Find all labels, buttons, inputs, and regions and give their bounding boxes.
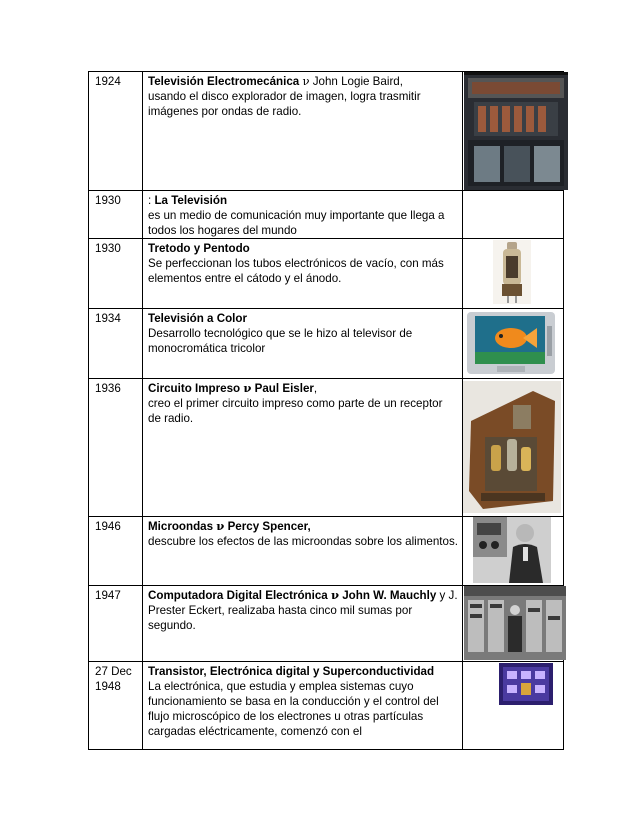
image-cell: [463, 586, 564, 662]
entry-after: y J. Prester Eckert, realizaba hasta cinco mil sumas por segundo.: [148, 589, 458, 632]
image-cell: [463, 72, 564, 191]
image-cell: [463, 379, 564, 517]
entry-title: Televisión a Color: [148, 312, 247, 325]
connector-symbol: ν: [243, 381, 252, 395]
vacuum-tube-photo: [493, 240, 531, 304]
entry-body: Se perfeccionan los tubos electrónicos de vacío, con más elementos entre el cátodo y el ánodo.: [148, 257, 444, 285]
description-cell: [143, 239, 463, 309]
entry-title: Transistor, Electrónica digital y Superconductividad: [148, 665, 435, 678]
entry-title: Computadora Digital Electrónica: [148, 589, 328, 602]
description-cell: [143, 517, 463, 586]
image-cell: [463, 191, 564, 239]
table-row: [89, 239, 564, 309]
entry-body: es un medio de comunicación muy importante que llega a todos los hogares del mundo: [148, 209, 445, 237]
percy-spencer-photo: [473, 517, 551, 583]
entry-author: John W. Mauchly: [339, 589, 437, 602]
table-row: [89, 379, 564, 517]
color-tv-goldfish-photo: [467, 312, 555, 374]
printed-circuit-radio-photo: [463, 381, 561, 513]
image-cell: [463, 517, 564, 586]
timeline-table: [88, 71, 564, 750]
description-cell: [143, 191, 463, 239]
table-row: [89, 586, 564, 662]
entry-title: La Televisión: [154, 194, 228, 207]
description-cell: [143, 379, 463, 517]
image-cell: [463, 662, 564, 750]
year-cell: 1946: [89, 517, 143, 586]
entry-title: Televisión Electromecánica: [148, 75, 300, 88]
entry-author: Paul Eisler: [251, 382, 314, 395]
entry-title: Circuito Impreso: [148, 382, 241, 395]
image-cell: [463, 239, 564, 309]
entry-body: descubre los efectos de las microondas sobre los alimentos.: [148, 535, 458, 548]
description-cell: [143, 309, 463, 379]
description-cell: [143, 72, 463, 191]
table-row: [89, 662, 564, 750]
connector-symbol: ν: [302, 74, 310, 88]
table-row: [89, 191, 564, 239]
connector-symbol: ν: [330, 588, 340, 602]
eniac-computer-photo: [464, 586, 566, 660]
year-cell: 1930: [89, 239, 143, 309]
entry-after: ,: [313, 382, 318, 395]
entry-lead: :: [148, 194, 155, 207]
year-cell: 1924: [89, 72, 143, 191]
table-row: [89, 72, 564, 191]
entry-body: Desarrollo tecnológico que se le hizo al televisor de monocromática tricolor: [148, 327, 413, 355]
description-cell: [143, 662, 463, 750]
entry-author: John Logie Baird,: [309, 75, 403, 88]
entry-title: Microondas: [148, 520, 214, 533]
entry-body: creo el primer circuito impreso como parte de un receptor de radio.: [148, 397, 443, 425]
image-cell: [463, 309, 564, 379]
entry-author: Percy Spencer,: [224, 520, 311, 533]
year-cell: 27 Dec 1948: [89, 662, 143, 750]
connector-symbol: ν: [216, 519, 225, 533]
year-cell: 1930: [89, 191, 143, 239]
transistor-chip-photo: [499, 663, 553, 705]
table-row: [89, 517, 564, 586]
entry-title: Tretodo y Pentodo: [148, 242, 250, 255]
table-row: [89, 309, 564, 379]
description-cell: [143, 586, 463, 662]
baird-mechanical-television-photo: [464, 72, 568, 190]
year-cell: 1934: [89, 309, 143, 379]
year-cell: 1947: [89, 586, 143, 662]
year-cell: 1936: [89, 379, 143, 517]
entry-body: La electrónica, que estudia y emplea sistemas cuyo funcionamiento se basa en la conducción y el control del flujo microscópico de los electrones u otras partículas cargadas eléctricamente, comenzó con el: [148, 680, 439, 738]
entry-body: usando el disco explorador de imagen, logra trasmitir imágenes por ondas de radio.: [148, 90, 421, 118]
